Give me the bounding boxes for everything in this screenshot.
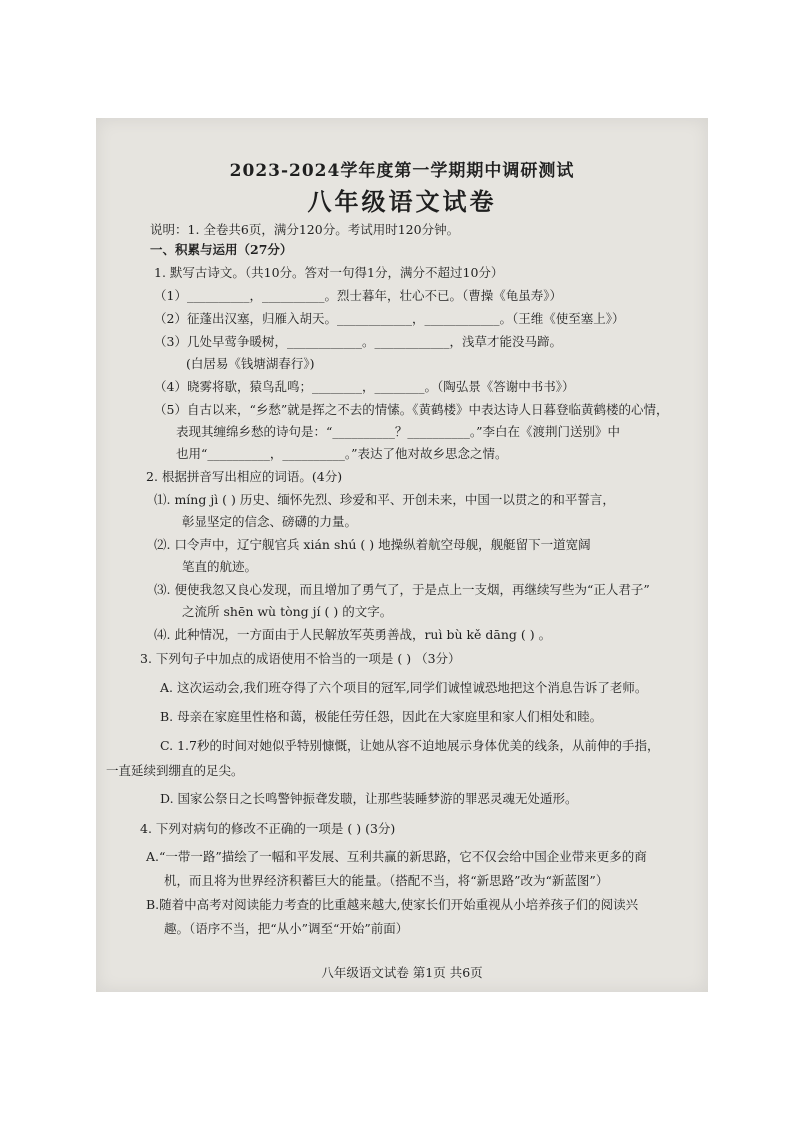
q3-option-a: A. 这次运动会,我们班夺得了六个项目的冠军,同学们诚惶诚恐地把这个消息告诉了老师。 (160, 680, 648, 695)
q1-item-5-line-3: 也用“__________，__________。”表达了他对故乡思念之情。 (176, 446, 508, 461)
question-3-stem: 3. 下列句子中加点的成语使用不恰当的一项是 ( ) （3分） (140, 651, 461, 666)
q1-item-5-line-2: 表现其缠绵乡愁的诗句是：“__________？__________。”李白在《渡荆门送别》中 (176, 424, 621, 439)
q1-item-2: （2）征蓬出汉塞，归雁入胡天。____________，____________。（王维《使至塞上》） (154, 311, 625, 326)
q1-item-1: （1）__________，__________。烈士暮年，壮心不已。（曹操《龟虽寿》） (154, 288, 562, 303)
q2-part-2-line-2: 笔直的航迹。 (182, 559, 258, 574)
q3-option-c-line-2: 一直延续到绷直的足尖。 (106, 763, 244, 778)
exam-paper-page (96, 118, 708, 992)
q1-item-3-source: (白居易《钱塘湖春行》) (186, 356, 315, 371)
exam-title-line: 2023-2024学年度第一学期期中调研测试 (229, 161, 575, 181)
q2-part-2-line-1: ⑵. 口令声中，辽宁舰官兵 xián shú ( ) 地操纵着航空母舰，舰艇留下一道宽阔 (154, 537, 591, 552)
q1-item-4: （4）晓雾将歇，猿鸟乱鸣；________，________。（陶弘景《答谢中书书》） (154, 379, 575, 394)
q4-option-b-line-1: B.随着中高考对阅读能力考查的比重越来越大,使家长们开始重视从小培养孩子们的阅读兴 (146, 897, 639, 912)
q1-item-5-line-1: （5）自古以来，“乡愁”就是挥之不去的情愫。《黄鹤楼》中表达诗人日暮登临黄鹤楼的心情， (154, 402, 669, 417)
q2-part-4: ⑷. 此种情况，一方面由于人民解放军英勇善战，ruì bù kě dāng ( ) 。 (154, 627, 552, 642)
section-heading: 一、积累与运用（27分） (150, 242, 293, 257)
exam-main-title: 八年级语文试卷 (307, 187, 497, 216)
question-1-stem: 1. 默写古诗文。（共10分。答对一句得1分，满分不超过10分） (154, 265, 504, 280)
question-2-stem: 2. 根据拼音写出相应的词语。(4分) (146, 469, 343, 484)
instructions-note: 说明：1. 全卷共6页，满分120分。考试用时120分钟。 (150, 222, 460, 237)
q4-option-a-line-2: 机，而且将为世界经济积蓄巨大的能量。（搭配不当，将“新思路”改为“新蓝图”） (164, 873, 609, 888)
q4-option-b-line-2: 趣。（语序不当，把“从小”调至“开始”前面） (164, 921, 409, 936)
q3-option-d: D. 国家公祭日之长鸣警钟振聋发聩，让那些装睡梦游的罪恶灵魂无处遁形。 (160, 791, 578, 806)
q2-part-3-line-1: ⑶. 便使我忽又良心发现，而且增加了勇气了，于是点上一支烟，再继续写些为“正人君子” (154, 582, 650, 597)
q1-item-3: （3）几处早莺争暖树，____________。____________，浅草才能没马蹄。 (154, 334, 562, 349)
q4-option-a-line-1: A.“一带一路”描绘了一幅和平发展、互利共赢的新思路，它不仅会给中国企业带来更多的商 (146, 849, 647, 864)
question-4-stem: 4. 下列对病句的修改不正确的一项是 ( ) (3分) (140, 821, 396, 836)
page-footer: 八年级语文试卷 第1页 共6页 (321, 965, 483, 980)
q2-part-1-line-2: 彰显坚定的信念、磅礴的力量。 (182, 514, 358, 529)
q3-option-c-line-1: C. 1.7秒的时间对她似乎特别慷慨，让她从容不迫地展示身体优美的线条，从前伸的手指， (160, 738, 660, 753)
q2-part-1-line-1: ⑴. míng jì ( ) 历史、缅怀先烈、珍爱和平、开创未来，中国一以贯之的和平誓言， (154, 492, 615, 507)
q2-part-3-line-2: 之流所 shēn wù tòng jí ( ) 的文字。 (182, 604, 393, 619)
q3-option-b: B. 母亲在家庭里性格和蔼，极能任劳任怨，因此在大家庭里和家人们相处和睦。 (160, 709, 603, 724)
